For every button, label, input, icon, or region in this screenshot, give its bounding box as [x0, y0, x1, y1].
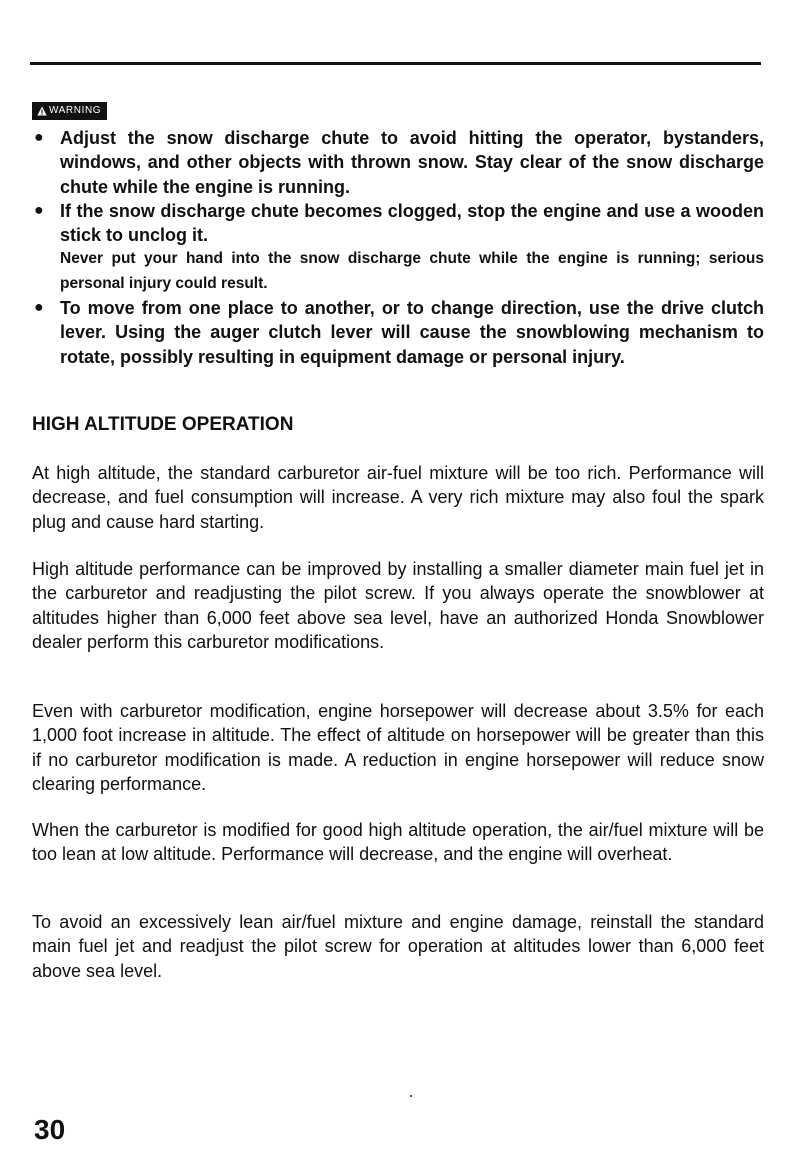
warning-text: To move from one place to another, or to change direction, use the drive clutch lever. Using the auger clutch lever will cause the snowblowing mechanism to rotate, possibly resulting in equipment damage or personal injury. [60, 298, 764, 367]
warning-label: WARNING [49, 105, 102, 116]
bullet: ● [34, 129, 44, 146]
warning-text: If the snow discharge chute becomes clogged, stop the engine and use a wooden stick to unclog it. [60, 200, 764, 246]
page-number: 30 [34, 1114, 66, 1145]
bullet: ● [34, 201, 44, 219]
top-rule [30, 62, 761, 65]
paragraph: Even with carburetor modification, engine horsepower will decrease about 3.5% for each 1,000 foot increase in altitude. The effect of altitude on horsepower will be greater than this if no carburetor modification is made. A reduction in engine horsepower will reduce snow clearing performance. [32, 701, 764, 794]
section-heading: HIGH ALTITUDE OPERATION [32, 414, 294, 435]
warning-list [32, 126, 764, 369]
paragraph: To avoid an excessively lean air/fuel mixture and engine damage, reinstall the standard main fuel jet and readjust the pilot screw for operation at altitudes lower than 6,000 feet above sea level. [32, 912, 764, 981]
warning-text: Adjust the snow discharge chute to avoid hitting the operator, bystanders, windows, and other objects with thrown snow. Stay clear of the snow discharge chute while the engine is running. [60, 128, 764, 197]
paragraph: At high altitude, the standard carburetor air-fuel mixture will be too rich. Performance will decrease, and fuel consumption will increase. A very rich mixture may also foul the spark plug and cause hard starting. [32, 463, 764, 532]
warning-item [32, 199, 764, 296]
warning-item [32, 126, 764, 199]
warning-triangle-icon [37, 106, 47, 116]
paragraph: High altitude performance can be improved by installing a smaller diameter main fuel jet in the carburetor and readjusting the pilot screw. If you always operate the snowblower at altitudes higher than 6,000 feet above sea level, have an authorized Honda Snowblower dealer perform this carburetor modifications. [32, 559, 764, 652]
bullet: ● [34, 299, 44, 317]
paragraph: When the carburetor is modified for good high altitude operation, the air/fuel mixture will be too lean at low altitude. Performance will decrease, and the engine will overheat. [32, 820, 764, 865]
warning-subtext: Never put your hand into the snow discharge chute while the engine is running; serious personal injury could result. [60, 250, 764, 292]
scan-speck [410, 1095, 412, 1097]
warning-item [32, 296, 764, 369]
warning-badge [32, 102, 107, 120]
